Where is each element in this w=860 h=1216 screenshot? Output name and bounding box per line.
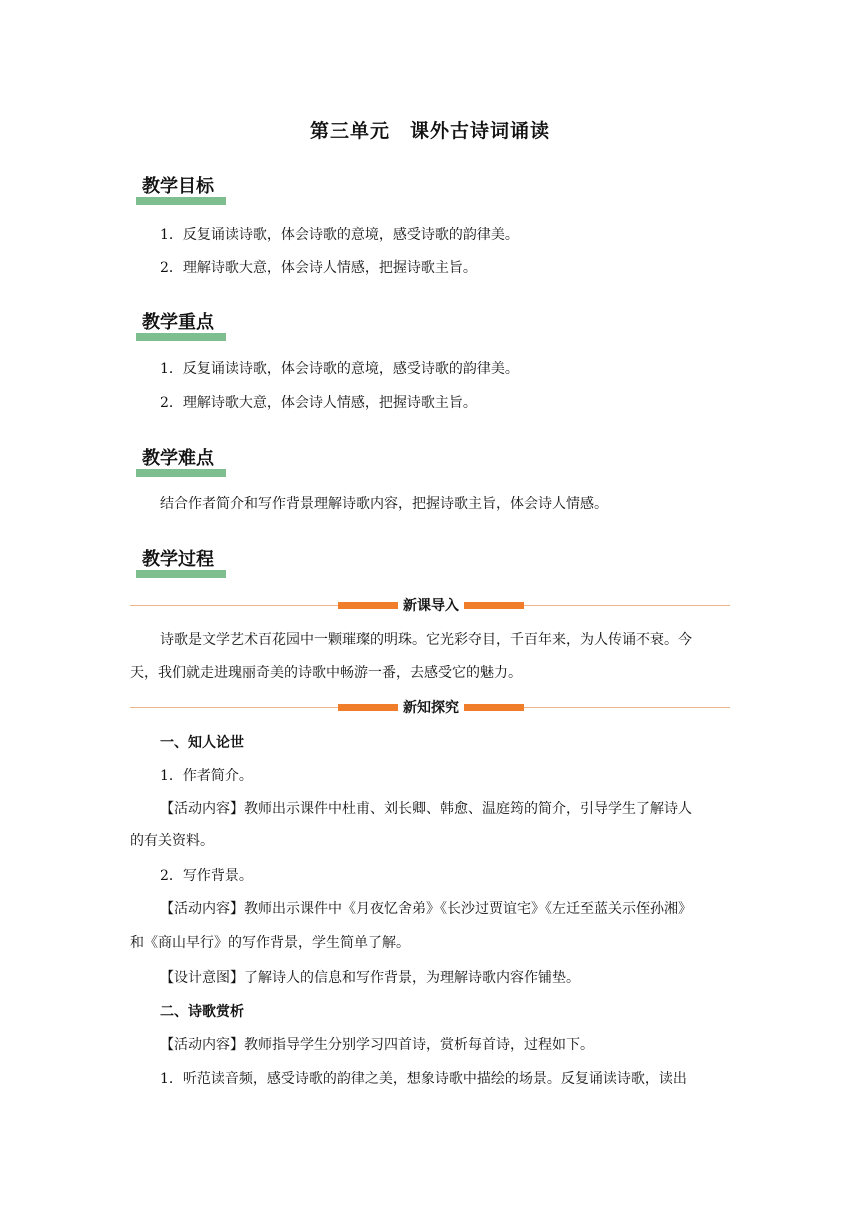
divider-label: 新课导入 bbox=[398, 596, 464, 616]
body-line: 1．听范读音频，感受诗歌的韵律之美，想象诗歌中描绘的场景。反复诵读诗歌，读出 bbox=[160, 1071, 687, 1087]
heading-text: 教学目标 bbox=[142, 176, 214, 197]
difficulty-text: 结合作者简介和写作背景理解诗歌内容，把握诗歌主旨，体会诗人情感。 bbox=[160, 496, 608, 512]
section-heading-goals bbox=[136, 175, 214, 205]
divider-intro bbox=[130, 596, 730, 616]
body-line: 【活动内容】教师出示课件中《月夜忆舍弟》《长沙过贾谊宅》《左迁至蓝关示侄孙湘》 bbox=[160, 901, 692, 917]
page-title: 第三单元 课外古诗词诵读 bbox=[309, 120, 550, 142]
body-line: 【活动内容】教师指导学生分别学习四首诗，赏析每首诗，过程如下。 bbox=[160, 1037, 594, 1053]
body-line: 的有关资料。 bbox=[130, 833, 214, 849]
divider-accent-left bbox=[338, 704, 398, 711]
divider-explore bbox=[130, 698, 730, 718]
divider-accent-left bbox=[338, 602, 398, 609]
intro-paragraph-line: 诗歌是文学艺术百花园中一颗璀璨的明珠。它光彩夺目，千百年来，为人传诵不衰。今 bbox=[160, 632, 692, 648]
body-line: 2．写作背景。 bbox=[160, 868, 253, 884]
intro-paragraph-line: 天，我们就走进瑰丽奇美的诗歌中畅游一番，去感受它的魅力。 bbox=[130, 665, 522, 681]
subheading-appreciation: 二、诗歌赏析 bbox=[160, 1004, 244, 1020]
heading-text: 教学难点 bbox=[142, 448, 214, 469]
body-line: 【活动内容】教师出示课件中杜甫、刘长卿、韩愈、温庭筠的简介，引导学生了解诗人 bbox=[160, 801, 692, 817]
divider-label: 新知探究 bbox=[398, 698, 464, 718]
section-heading-process bbox=[136, 548, 214, 578]
key-point-item: 1．反复诵读诗歌，体会诗歌的意境，感受诗歌的韵律美。 bbox=[160, 361, 519, 377]
body-line: 【设计意图】了解诗人的信息和写作背景，为理解诗歌内容作铺垫。 bbox=[160, 970, 580, 986]
body-line: 和《商山早行》的写作背景，学生简单了解。 bbox=[130, 935, 410, 951]
section-heading-difficulties bbox=[136, 447, 214, 477]
divider-accent-right bbox=[464, 602, 524, 609]
key-point-item: 2．理解诗歌大意，体会诗人情感，把握诗歌主旨。 bbox=[160, 395, 477, 411]
goal-item: 1．反复诵读诗歌，体会诗歌的意境，感受诗歌的韵律美。 bbox=[160, 227, 519, 243]
goal-item: 2．理解诗歌大意，体会诗人情感，把握诗歌主旨。 bbox=[160, 260, 477, 276]
heading-text: 教学过程 bbox=[142, 549, 214, 570]
heading-text: 教学重点 bbox=[142, 312, 214, 333]
subheading-author: 一、知人论世 bbox=[160, 735, 244, 751]
divider-accent-right bbox=[464, 704, 524, 711]
body-line: 1．作者简介。 bbox=[160, 768, 253, 784]
section-heading-key-points bbox=[136, 311, 214, 341]
